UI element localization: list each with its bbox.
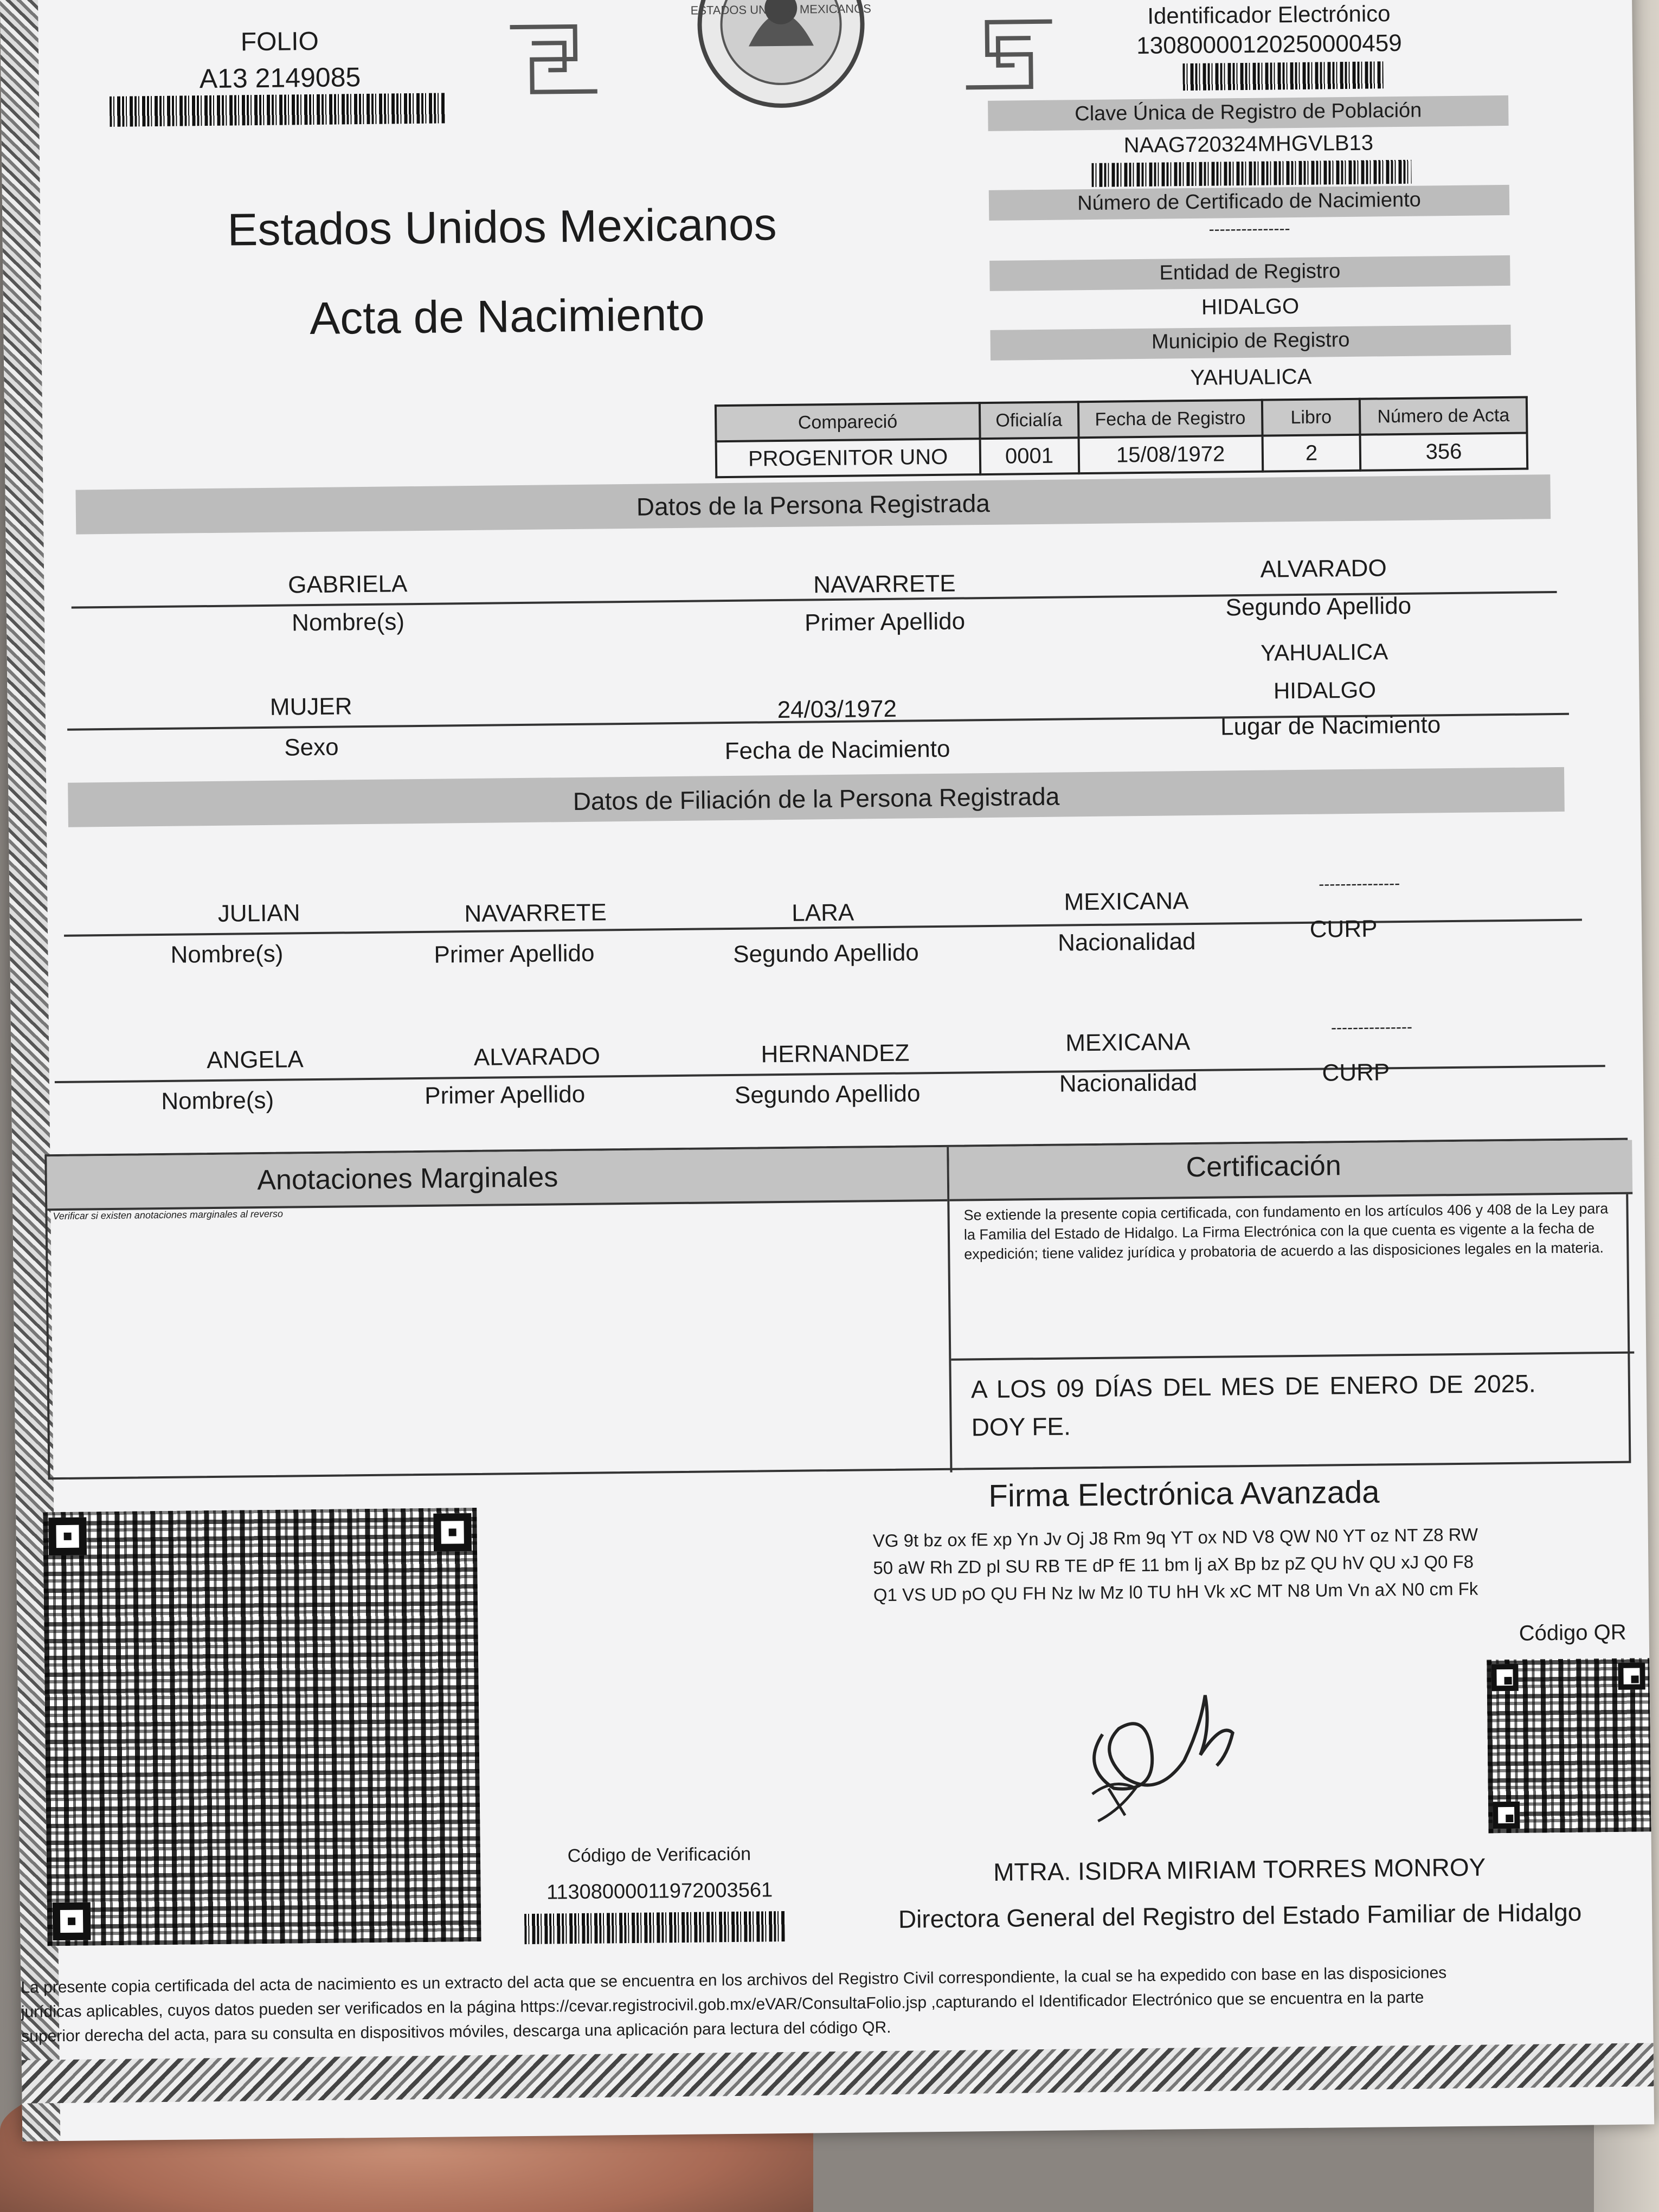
parent2-surname2-label: Segundo Apellido [734,1080,921,1109]
parent1-surname1: NAVARRETE [464,899,607,928]
qr-finder-icon [1493,1802,1520,1829]
signature-line-1: VG 9t bz ox fE xp Yn Jv Oj J8 Rm 9q YT ox ND V8 QW N0 YT oz NT Z8 RW [872,1524,1478,1551]
parent2-curp: --------------- [1330,1018,1413,1037]
surname2-label: Segundo Apellido [1225,592,1412,621]
parent1-name: JULIAN [217,899,300,927]
mexico-seal-emblem [498,0,1064,125]
parent1-surname1-label: Primer Apellido [434,940,595,968]
folio-label: FOLIO [240,27,319,57]
verification-label: Código de Verificación [567,1843,751,1867]
decorative-border-bottom [22,2043,1654,2104]
registry-table [715,396,1528,479]
header-libro: Libro [1262,399,1360,436]
parent1-nationality: MEXICANA [1064,888,1189,916]
person-sex: MUJER [269,693,352,721]
folio-value: A13 2149085 [199,62,361,94]
parent2-curp-label: CURP [1322,1059,1390,1086]
qr-finder-icon [48,1517,87,1555]
surname1-label: Primer Apellido [804,608,966,636]
header-oficialia: Oficialía [979,402,1078,439]
birth-place-label: Lugar de Nacimiento [1220,711,1441,741]
value-numero-acta: 356 [1360,433,1527,471]
verification-value: 113080000119720035​61 [546,1879,773,1904]
sex-label: Sexo [284,734,339,761]
value-fecha-registro: 15/08/1972 [1078,436,1263,474]
certification-divider [951,1352,1634,1361]
country-title: Estados Unidos Mexicanos [227,198,777,255]
certificate-number-value: --------------- [1208,220,1290,239]
signer-name: MTRA. ISIDRA MIRIAM TORRES MONROY [993,1853,1486,1887]
folio-barcode [110,93,446,126]
footer-line-3: superior derecha del acta, para su consulta en dispositivos móviles, descarga una aplicación para lectura del código QR. [21,2018,891,2046]
qr-finder-icon [53,1902,91,1940]
parent2-name: ANGELA [206,1046,304,1074]
certification-text: Se extiende la presente copia certificada, con fundamento en los artículos 406 y 408 de la Ley para la Familia del Estado de Hidalgo. La Firma Electrónica con la que cuenta es vigente a la fecha de expedición; tiene validez jurídica y probatoria de acuerdo a las disposiciones legales en la materia. [963,1200,1609,1263]
annotations-certification-box [44,1138,1631,1480]
person-name: GABRIELA [288,570,408,599]
certification-doy-fe: DOY FE. [971,1412,1071,1442]
person-section-title: Datos de la Persona Registrada [636,488,991,521]
parent2-surname1-label: Primer Apellido [425,1081,586,1109]
signer-role: Directora General del Registro del Estado Familiar de Hidalgo [898,1898,1582,1933]
verification-barcode [524,1911,785,1944]
qr-label: Código QR [1519,1620,1626,1645]
filiation-section-title: Datos de Filiación de la Persona Registrada [573,782,1060,816]
parent2-surname2: HERNANDEZ [761,1039,910,1068]
footer-line-1: La presente copia certificada del acta de nacimiento es un extracto del acta que se encuentra en los archivos del Registro Civil correspondiente, la cual se ha expedido con base en las disposiciones [21,1964,1447,1997]
certification-title: Certificación [1186,1150,1342,1184]
name-label: Nombre(s) [291,608,405,636]
footer-line-2: jurídicas aplicables, cuyos datos pueden ser verificados en la página https://cevar.registrocivil.gob.mx/eVAR/ConsultaFolio.jsp ,capturando el Identificador Electrónico que se encuentra en la parte [21,1988,1424,2021]
parent1-surname2: LARA [791,899,854,927]
document-title: Acta de Nacimiento [309,288,705,344]
seal-text: ESTADOS UNIDOS MEXICANOS [690,2,872,17]
qr-finder-icon [1491,1664,1519,1692]
signature-title: Firma Electrónica Avanzada [988,1474,1380,1514]
birth-date-label: Fecha de Nacimiento [724,735,950,765]
value-oficialia: 0001 [980,438,1079,474]
parent2-nationality: MEXICANA [1065,1028,1191,1057]
electronic-id-label: Identificador Electrónico [1147,1,1391,29]
signature-line-2: 50 aW Rh ZD pl SU RB TE dP fE 11 bm lj aX Bp bz pZ QU hV QU xJ Q0 F8 [873,1551,1474,1578]
parent1-curp-label: CURP [1309,915,1378,943]
parent1-surname2-label: Segundo Apellido [732,939,919,968]
marginal-note: Verificar si existen anotaciones marginales al reverso [53,1208,284,1222]
curp-barcode [1091,160,1411,187]
header-fecha-registro: Fecha de Registro [1078,400,1262,438]
parent1-curp: --------------- [1319,874,1400,893]
header-comparecio: Compareció [716,403,980,441]
small-qr-code[interactable] [1487,1658,1651,1833]
value-libro: 2 [1262,435,1360,472]
verification-qr-code[interactable] [43,1508,481,1946]
entity-label: Entidad de Registro [1159,260,1341,285]
curp-label: Clave Única de Registro de Población [1075,99,1422,126]
header-numero-acta: Número de Acta [1360,397,1527,435]
parent2-nationality-label: Nacionalidad [1059,1069,1198,1097]
person-surname1: NAVARRETE [813,570,956,599]
certificate-number-label: Número de Certificado de Nacimiento [1077,188,1422,215]
curp-value: NAAG720324MHGVLB13 [1123,131,1374,158]
electronic-id-barcode [1182,61,1384,91]
parent2-surname1: ALVARADO [473,1043,601,1071]
qr-finder-icon [1618,1662,1645,1690]
certification-date: A LOS 09 DÍAS DEL MES DE ENERO DE 2025. [970,1369,1536,1404]
marginal-title: Anotaciones Marginales [257,1161,558,1197]
qr-finder-icon [433,1513,472,1552]
signature-line-3: Q1 VS UD pO QU FH Nz lw Mz l0 TU hH Vk xC MT N8 Um Vn aX N0 cm Fk [873,1578,1478,1605]
handwritten-signature [1069,1657,1255,1832]
parent1-nationality-label: Nacionalidad [1057,928,1196,956]
birth-place-line1: YAHUALICA [1261,639,1388,666]
electronic-id-value: 13080000120250000459 [1136,29,1402,60]
parent1-name-label: Nombre(s) [170,940,284,968]
value-comparecio: PROGENITOR UNO [716,439,980,477]
municipality-label: Municipio de Registro [1151,328,1350,353]
municipality-value: YAHUALICA [1190,364,1312,390]
person-surname2: ALVARADO [1260,555,1387,583]
birth-place-line2: HIDALGO [1273,677,1377,704]
entity-value: HIDALGO [1201,294,1300,319]
person-birth-date: 24/03/1972 [777,695,897,724]
parent2-name-label: Nombre(s) [161,1086,274,1115]
